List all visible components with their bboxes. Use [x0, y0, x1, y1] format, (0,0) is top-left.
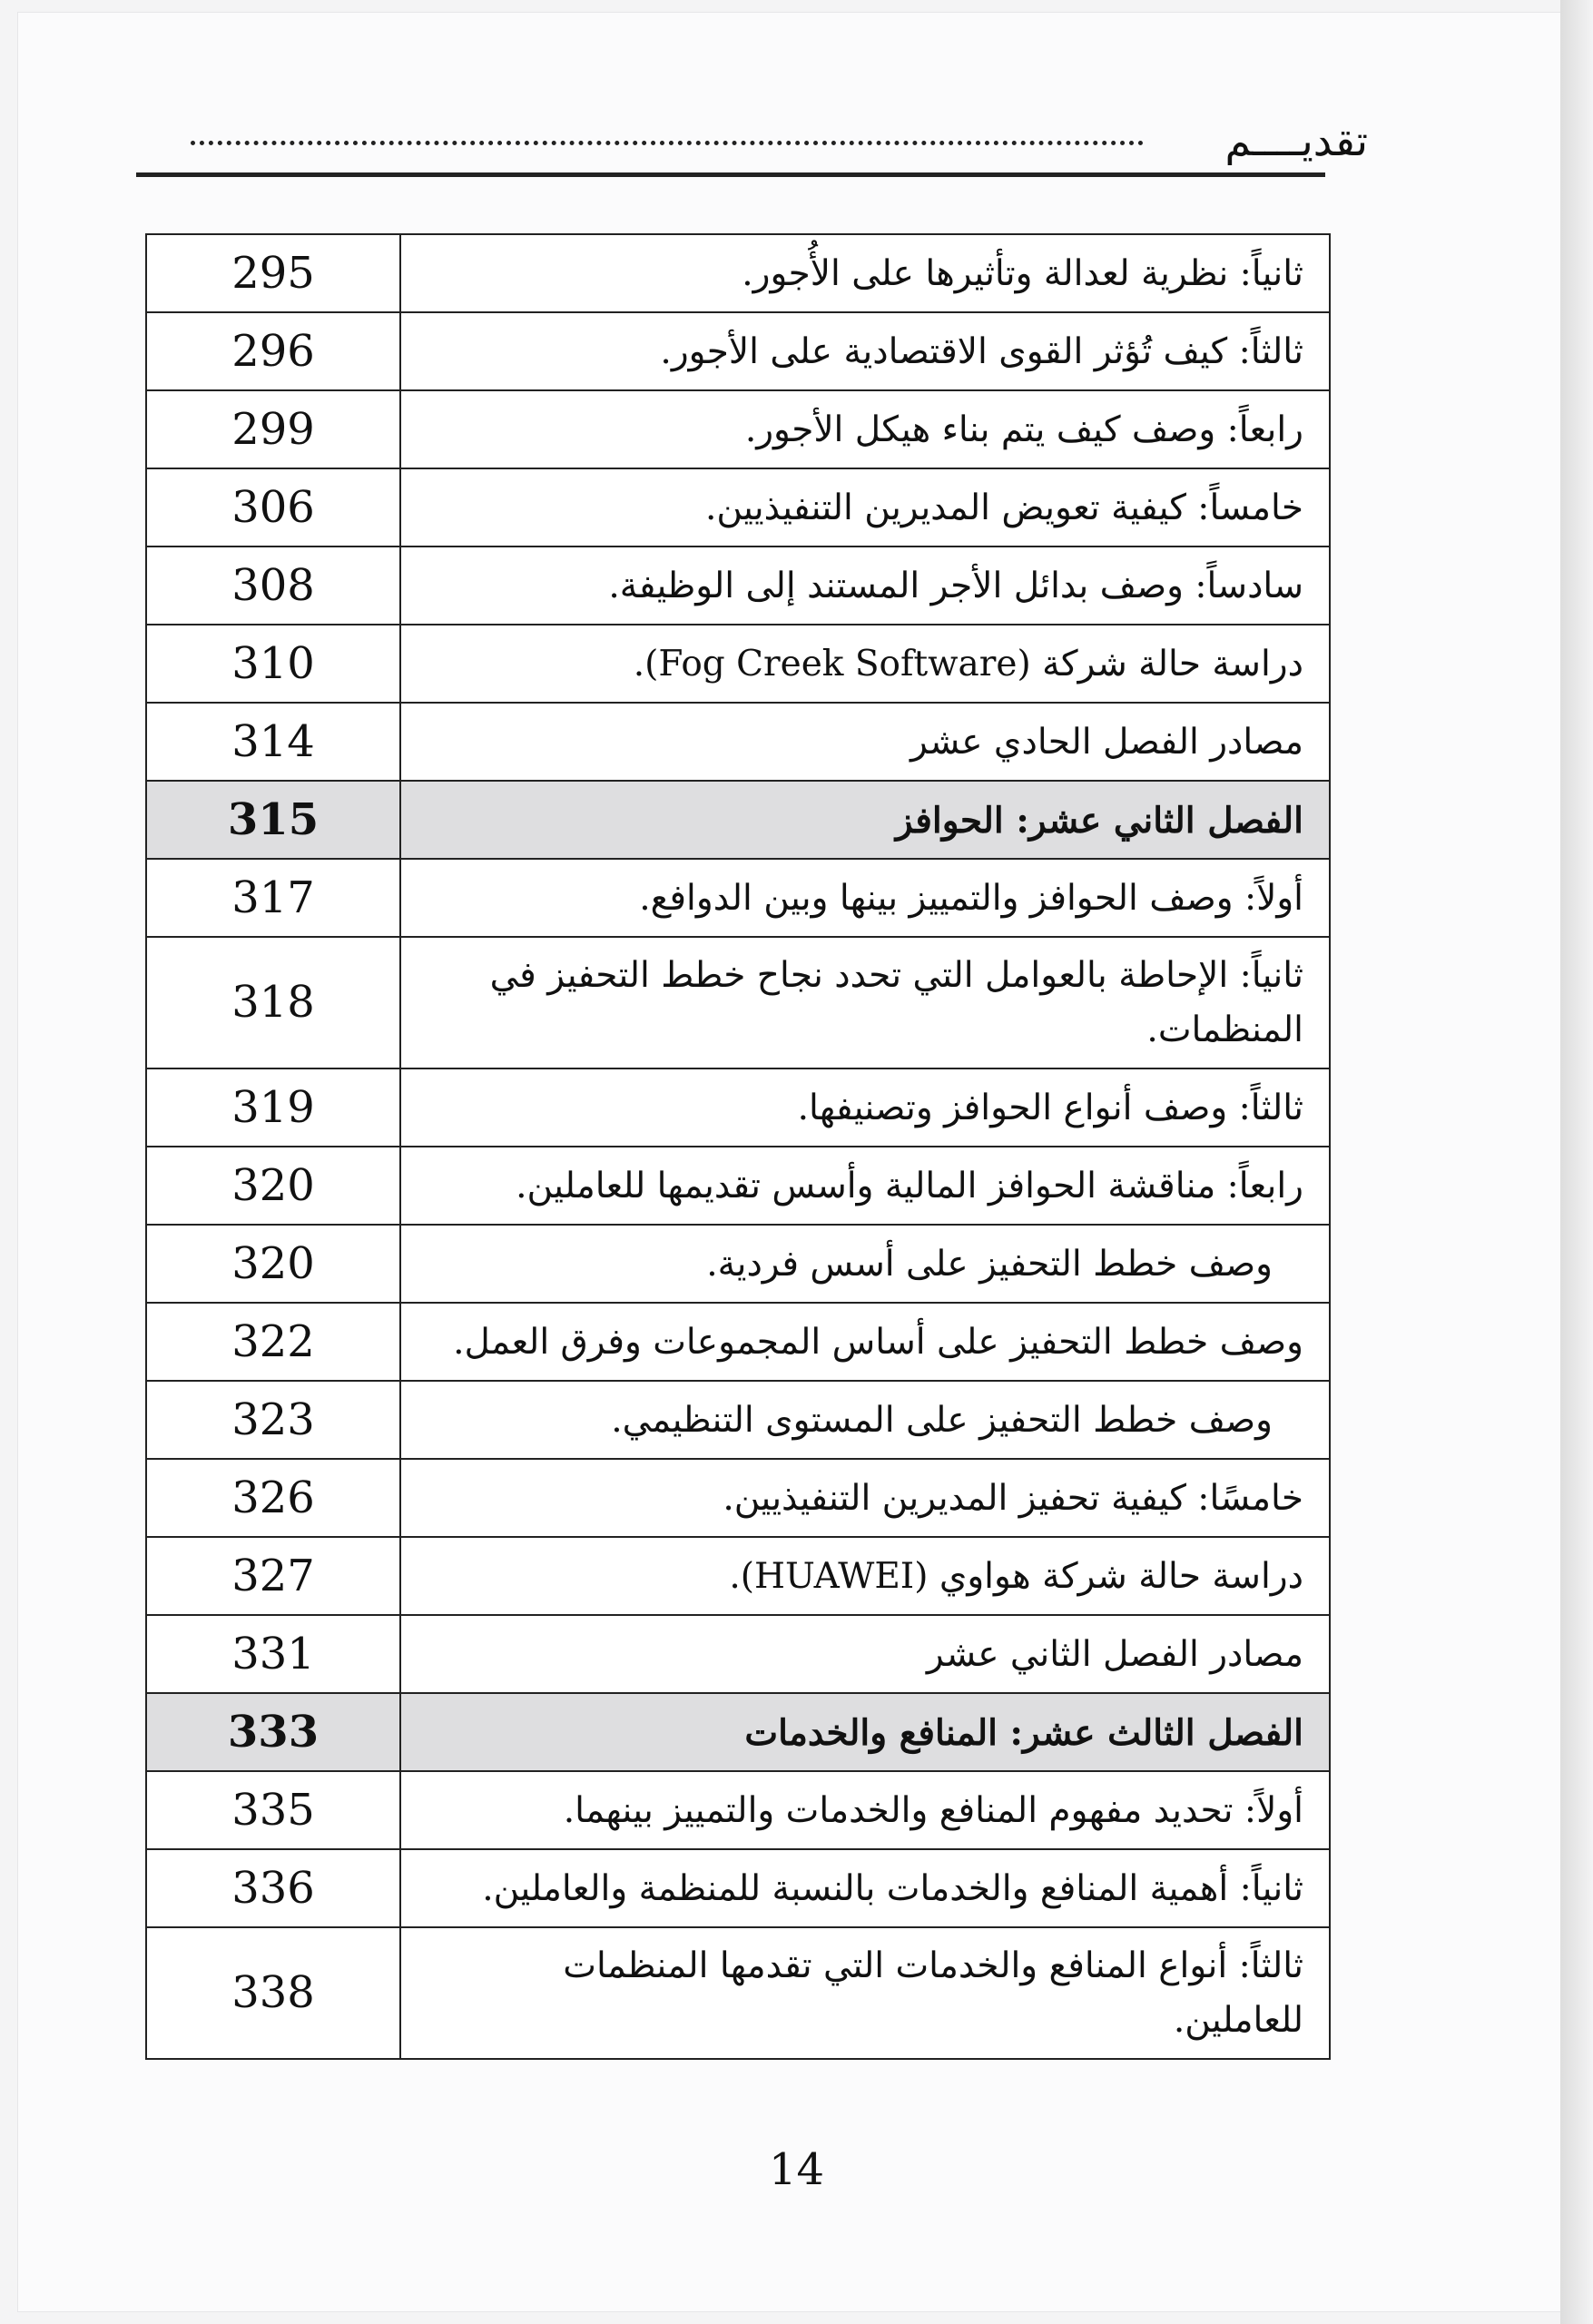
page-number-cell: 314 — [147, 704, 401, 780]
page-number-cell: 336 — [147, 1850, 401, 1926]
section-title-cell: دراسة حالة شركة (Fog Creek Software). — [633, 643, 1303, 684]
section-title-cell: ثانياً: نظرية لعدالة وتأثيرها على الأُجور. — [742, 252, 1303, 294]
page-number-cell: 335 — [147, 1772, 401, 1848]
page-number-cell: 333 — [147, 1694, 401, 1770]
toc-row — [147, 1304, 1329, 1382]
section-title-cell: ثالثاً: أنواع المنافع والخدمات التي تقدمها المنظمات للعاملين. — [563, 1945, 1303, 2042]
section-title-cell: أولاً: تحديد مفهوم المنافع والخدمات والتمييز بينهما. — [563, 1789, 1303, 1831]
section-title-cell: وصف خطط التحفيز على أسس فردية. — [706, 1243, 1273, 1285]
section-title-cell: أولاً: وصف الحوافز والتمييز بينها وبين الدوافع. — [639, 877, 1303, 919]
section-title-cell: رابعاً: مناقشة الحوافز المالية وأسس تقديمها للعاملين. — [516, 1165, 1303, 1206]
page-number-cell: 338 — [147, 1928, 401, 2058]
page-number-cell: 315 — [147, 782, 401, 858]
section-title-cell: ثانياً: الإحاطة بالعوامل التي تحدد نجاح خطط التحفيز في المنظمات. — [489, 955, 1303, 1051]
page-number-cell: 318 — [147, 938, 401, 1068]
toc-row — [147, 1382, 1329, 1460]
page-number-cell: 320 — [147, 1226, 401, 1302]
page-number-cell: 306 — [147, 469, 401, 546]
section-title-cell: خامسًا: كيفية تحفيز المديرين التنفيذيين. — [723, 1477, 1303, 1519]
section-title-cell: ثالثاً: وصف أنواع الحوافز وتصنيفها. — [797, 1087, 1303, 1128]
page-number-cell: 295 — [147, 235, 401, 311]
page-number-cell: 323 — [147, 1382, 401, 1458]
chapter-title-cell: الفصل الثاني عشر: الحوافز — [895, 799, 1303, 842]
toc-row — [147, 1069, 1329, 1147]
page-number-cell: 326 — [147, 1460, 401, 1536]
toc-row — [147, 313, 1329, 391]
page-number-cell: 319 — [147, 1069, 401, 1146]
section-title-cell: مصادر الفصل الثاني عشر — [926, 1633, 1303, 1675]
toc-row — [147, 1850, 1329, 1928]
toc-row — [147, 469, 1329, 547]
page-edge-shadow — [1560, 0, 1593, 2324]
table-of-contents — [145, 233, 1331, 2060]
toc-row — [147, 1772, 1329, 1850]
page-number-cell: 331 — [147, 1616, 401, 1692]
page-header-title: تقديــــم — [1224, 116, 1368, 165]
toc-row — [147, 860, 1329, 938]
page-number-cell: 320 — [147, 1147, 401, 1224]
toc-row — [147, 391, 1329, 469]
section-title-cell: وصف خطط التحفيز على المستوى التنظيمي. — [611, 1399, 1273, 1441]
toc-row — [147, 1226, 1329, 1304]
page-number-cell: 310 — [147, 625, 401, 702]
section-title-cell: رابعاً: وصف كيف يتم بناء هيكل الأجور. — [744, 409, 1303, 450]
toc-row — [147, 625, 1329, 704]
chapter-row — [147, 1694, 1329, 1772]
toc-row — [147, 547, 1329, 625]
page-number-cell: 327 — [147, 1538, 401, 1614]
section-title-cell: وصف خطط التحفيز على أساس المجموعات وفرق العمل. — [453, 1321, 1303, 1363]
section-title-cell: خامساً: كيفية تعويض المديرين التنفيذيين. — [704, 487, 1303, 528]
page-number-cell: 317 — [147, 860, 401, 936]
section-title-cell: ثانياً: أهمية المنافع والخدمات بالنسبة للمنظمة والعاملين. — [482, 1867, 1303, 1909]
section-title-cell: مصادر الفصل الحادي عشر — [910, 721, 1303, 763]
toc-row — [147, 704, 1329, 782]
toc-row — [147, 1147, 1329, 1226]
page-number: 14 — [768, 2144, 825, 2195]
toc-row — [147, 1928, 1329, 2058]
page-number-cell: 322 — [147, 1304, 401, 1380]
section-title-cell: دراسة حالة شركة هواوي (HUAWEI). — [729, 1555, 1303, 1597]
section-title-cell: ثالثاً: كيف تُؤثر القوى الاقتصادية على الأجور. — [660, 330, 1303, 372]
toc-row — [147, 1538, 1329, 1616]
page-number-cell: 296 — [147, 313, 401, 389]
toc-row — [147, 235, 1329, 313]
section-title-cell: سادساً: وصف بدائل الأجر المستند إلى الوظيفة. — [608, 565, 1303, 606]
toc-row — [147, 938, 1329, 1069]
page-number-cell: 308 — [147, 547, 401, 624]
chapter-title-cell: الفصل الثالث عشر: المنافع والخدمات — [744, 1711, 1303, 1754]
page-number-cell: 299 — [147, 391, 401, 468]
toc-row — [147, 1616, 1329, 1694]
header-dotted-leader — [191, 141, 1144, 145]
header-rule — [136, 172, 1325, 177]
chapter-row — [147, 782, 1329, 860]
toc-row — [147, 1460, 1329, 1538]
